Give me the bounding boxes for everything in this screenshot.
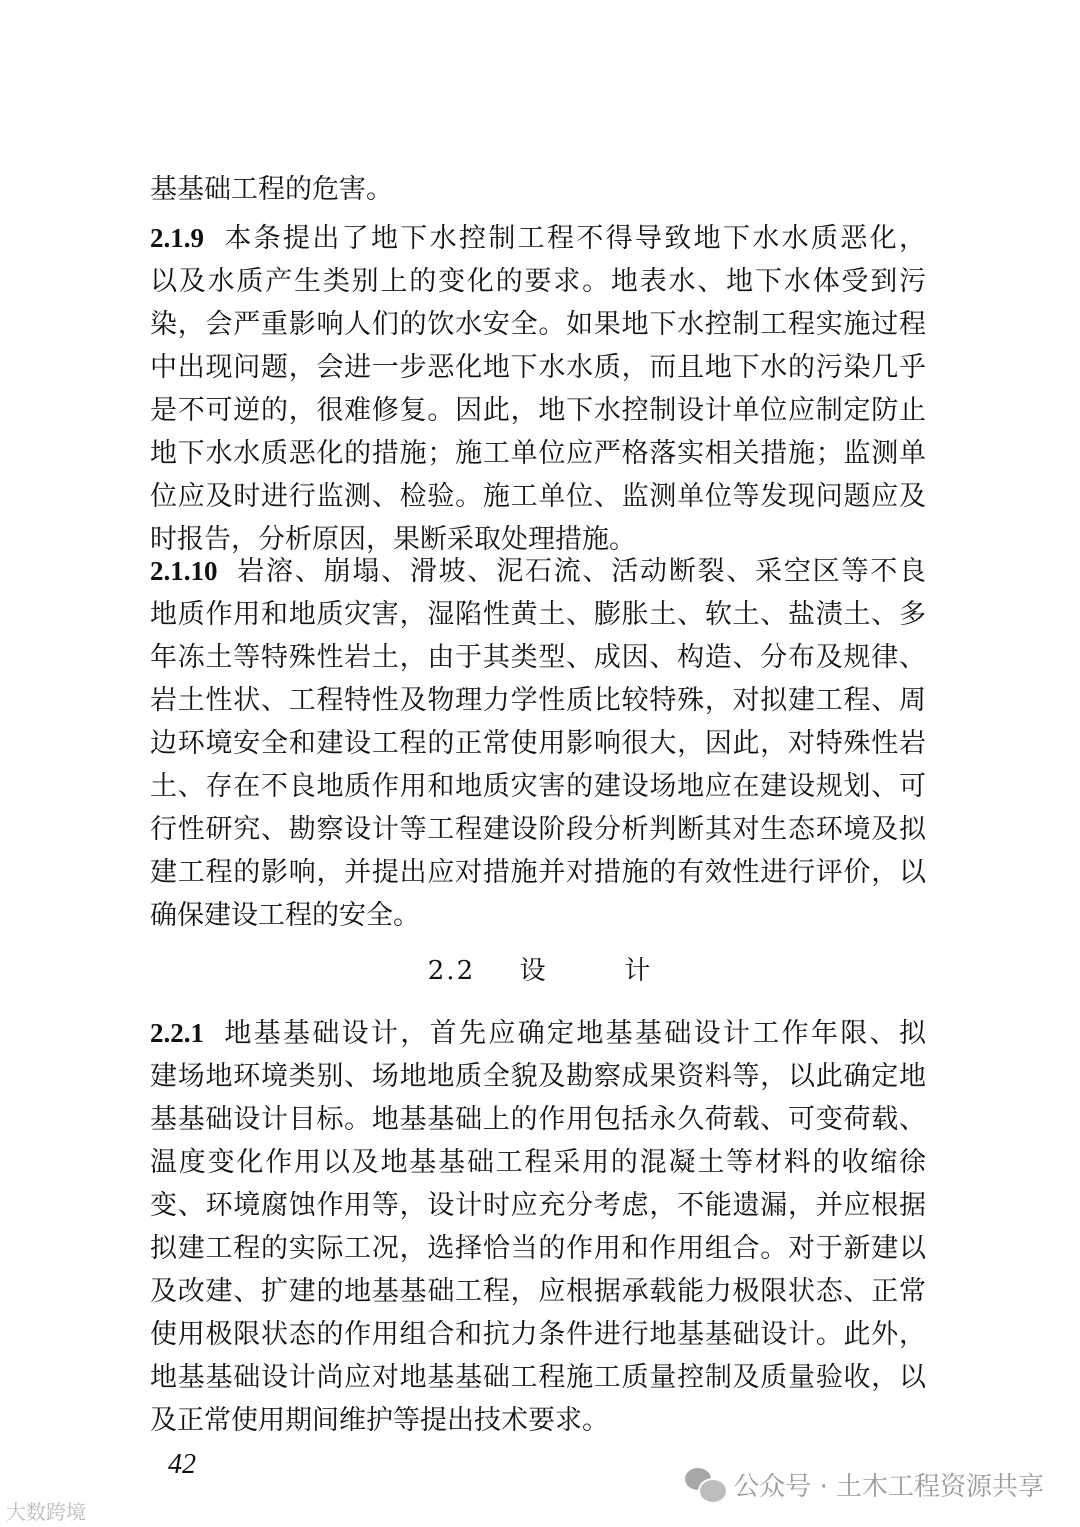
watermark [685,1466,1044,1503]
clause-number: 2.1.10 [150,556,218,586]
text-line: 行性研究、勘察设计等工程建设阶段分析判断其对生态环境及拟 [150,814,926,845]
text-line: 中出现问题，会进一步恶化地下水水质，而且地下水的污染几乎 [150,352,926,383]
text-line: 变、环境腐蚀作用等，设计时应充分考虑，不能遗漏，并应根据 [150,1190,926,1221]
text-line: 地质作用和地质灾害，湿陷性黄土、膨胀土、软土、盐渍土、多 [150,599,926,630]
text-line: 基基础设计目标。地基基础上的作用包括永久荷载、可变荷载、 [150,1104,926,1135]
text-line: 边环境安全和建设工程的正常使用影响很大，因此，对特殊性岩 [150,728,926,759]
text-line [150,1012,926,1055]
text-line: 以及水质产生类别上的变化的要求。地表水、地下水体受到污 [150,266,926,297]
clause-2-1-9 [150,217,926,561]
watermark-logo: 大数跨境 [6,1500,86,1524]
text-line: 拟建工程的实际工况，选择恰当的作用和作用组合。对于新建以 [150,1233,926,1264]
page-number: 42 [168,1449,196,1480]
section-number: 2.2 [427,956,476,986]
section-title-char: 设 [519,956,548,986]
wechat-icon [685,1468,725,1502]
section-heading [0,950,1080,993]
text-line: 土、存在不良地质作用和地质灾害的建设场地应在建设规划、可 [150,771,926,802]
clause-number: 2.1.9 [150,223,204,253]
text-line: 染，会严重影响人们的饮水安全。如果地下水控制工程实施过程 [150,309,926,340]
paragraph-fragment [150,168,926,211]
clause-text: 地基基础设计，首先应确定地基基础设计工作年限、拟 [222,1018,926,1049]
text-line: 建场地环境类别、场地地质全貌及勘察成果资料等，以此确定地 [150,1061,926,1092]
text-line: 年冻土等特殊性岩土，由于其类型、成因、构造、分布及规律、 [150,642,926,673]
text-line: 基基础工程的危害。 [150,174,393,205]
text-line: 温度变化作用以及地基基础工程采用的混凝土等材料的收缩徐 [150,1147,926,1178]
text-line: 确保建设工程的安全。 [150,900,420,931]
clause-2-2-1 [150,1012,926,1442]
text-line [150,217,926,260]
text-line: 建工程的影响，并提出应对措施并对措施的有效性进行评价，以 [150,857,926,888]
text-line: 使用极限状态的作用组合和抗力条件进行地基基础设计。此外， [150,1319,926,1350]
text-line: 及改建、扩建的地基基础工程，应根据承载能力极限状态、正常 [150,1276,926,1307]
clause-number: 2.2.1 [150,1018,204,1048]
clause-text: 岩溶、崩塌、滑坡、泥石流、活动断裂、采空区等不良 [235,556,926,587]
text-line: 地下水水质恶化的措施；施工单位应严格落实相关措施；监测单 [150,438,926,469]
text-line: 及正常使用期间维护等提出技术要求。 [150,1405,609,1436]
watermark-text: 公众号 · 土木工程资源共享 [733,1472,1044,1502]
text-line: 时报告，分析原因，果断采取处理措施。 [150,524,636,555]
text-line: 地基基础设计尚应对地基基础工程施工质量控制及质量验收，以 [150,1362,926,1393]
text-line: 岩土性状、工程特性及物理力学性质比较特殊，对拟建工程、周 [150,685,926,716]
clause-2-1-10 [150,550,926,937]
text-line [150,550,926,593]
section-title-char: 计 [624,956,653,986]
text-line: 是不可逆的，很难修复。因此，地下水控制设计单位应制定防止 [150,395,926,426]
text-line: 位应及时进行监测、检验。施工单位、监测单位等发现问题应及 [150,481,926,512]
clause-text: 本条提出了地下水控制工程不得导致地下水水质恶化， [222,223,926,254]
